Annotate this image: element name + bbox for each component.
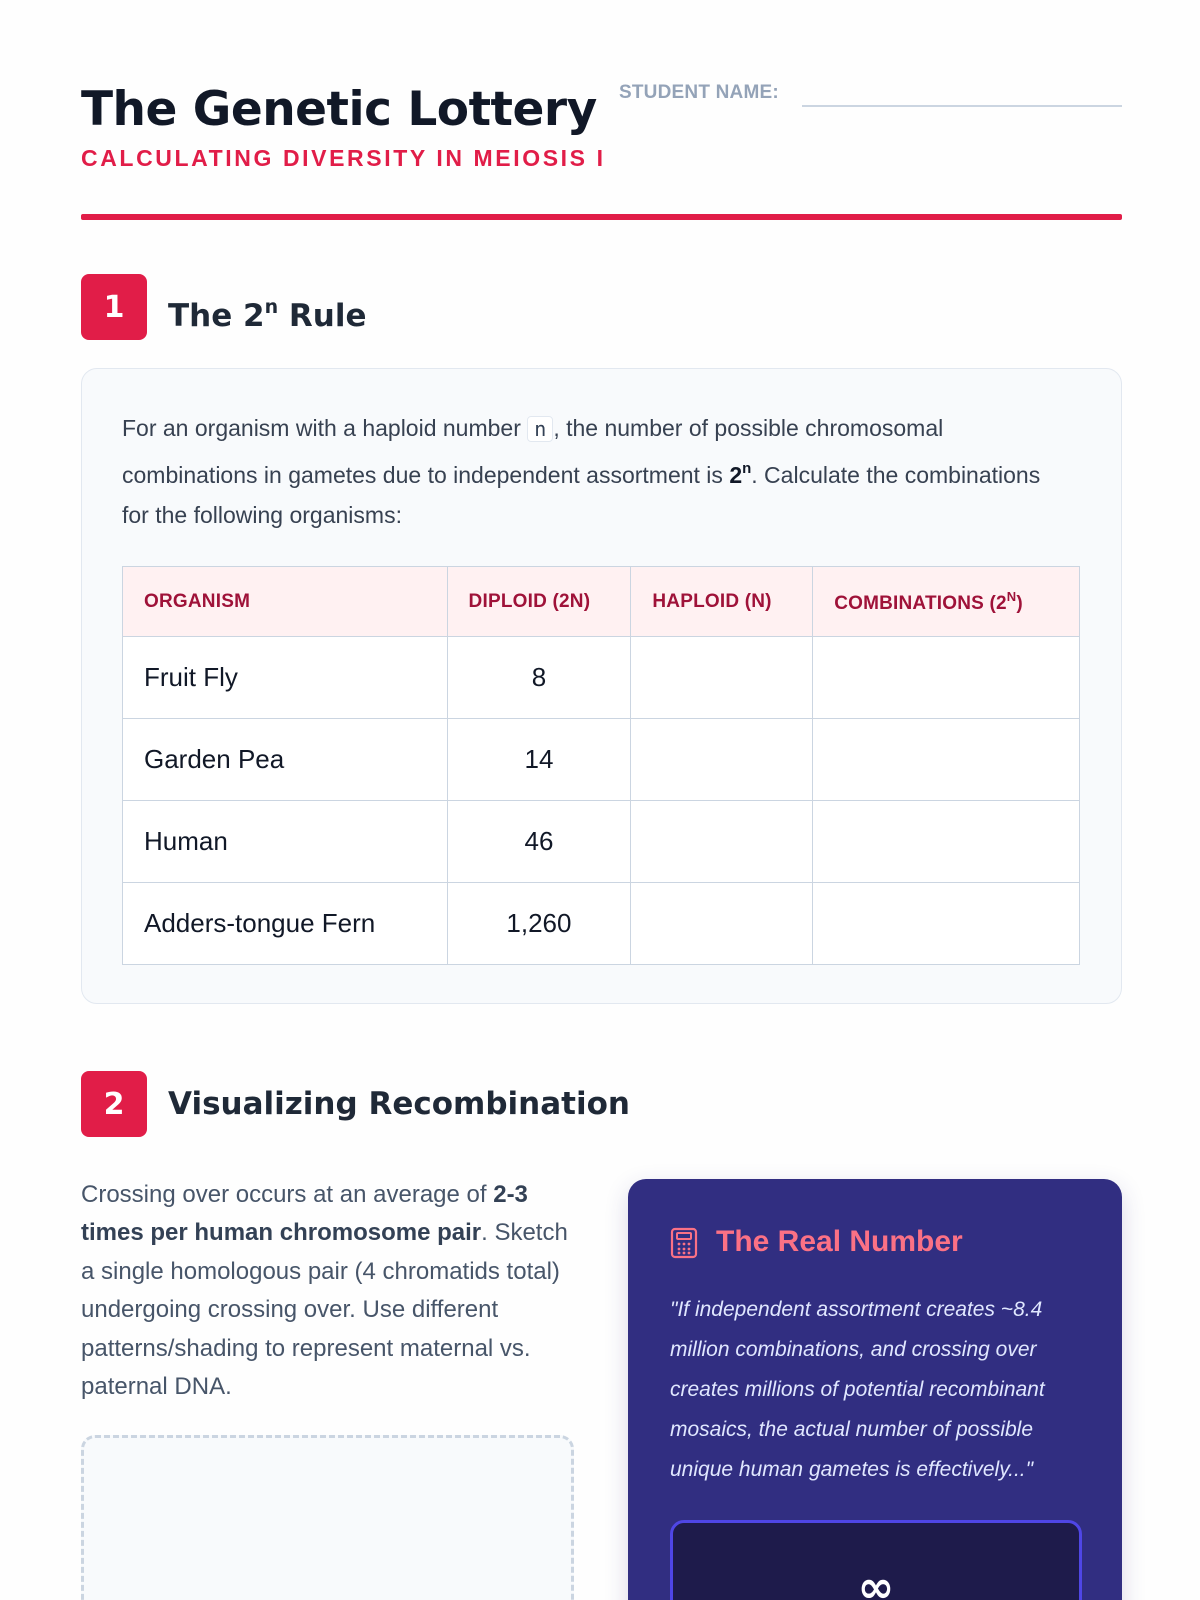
- table-row: [123, 637, 1080, 719]
- instructions-text-2: . Sketch a single homologous pair (4 chromatids total) undergoing crossing over. Use different patterns/shading to represent maternal vs. paternal DNA.: [81, 1219, 568, 1401]
- sketch-area[interactable]: [81, 1435, 574, 1600]
- organism-table: [122, 566, 1080, 965]
- organism-name: Adders-tongue Fern: [123, 883, 448, 965]
- organism-name: Human: [123, 801, 448, 883]
- header-diploid: DIPLOID (2N): [447, 567, 631, 637]
- section-1-title-exponent: n: [264, 296, 279, 318]
- haploid-answer-cell[interactable]: [631, 719, 813, 801]
- intro-formula-base: 2: [729, 462, 743, 488]
- section-2-title: Visualizing Recombination: [168, 1086, 630, 1122]
- infinity-symbol: ∞: [857, 1562, 895, 1600]
- section-1-title-suffix: Rule: [278, 298, 367, 334]
- header-combinations-suffix: ): [1016, 592, 1023, 614]
- section-1-title: [168, 285, 367, 338]
- diploid-value: 14: [447, 719, 631, 801]
- diploid-value: 8: [447, 637, 631, 719]
- diploid-value: 1,260: [447, 883, 631, 965]
- intro-text-1: For an organism with a haploid number: [122, 415, 528, 441]
- combinations-answer-cell[interactable]: [813, 637, 1080, 719]
- haploid-answer-cell[interactable]: [631, 883, 813, 965]
- table-row: [123, 801, 1080, 883]
- header-organism: ORGANISM: [123, 567, 448, 637]
- intro-text-3: . Calculate the combinations for the following organisms:: [122, 462, 1041, 528]
- section-1-badge: 1: [81, 274, 147, 340]
- table-row: [123, 883, 1080, 965]
- table-row: [123, 719, 1080, 801]
- student-name-label: STUDENT NAME:: [619, 82, 779, 103]
- student-name-field[interactable]: [802, 105, 1122, 107]
- haploid-answer-cell[interactable]: [631, 637, 813, 719]
- header-combinations: [813, 567, 1080, 637]
- instructions-text-1: Crossing over occurs at an average of: [81, 1181, 494, 1208]
- intro-formula-exponent: n: [742, 460, 752, 477]
- real-number-quote: "If independent assortment creates ~8.4 million combinations, and crossing over creates millions of potential recombinant mosaics, the actual number of possible unique human gametes is effectively...": [670, 1298, 1045, 1481]
- section-2-instructions: [81, 1176, 581, 1406]
- combinations-answer-cell[interactable]: [813, 801, 1080, 883]
- diploid-value: 46: [447, 801, 631, 883]
- haploid-answer-cell[interactable]: [631, 801, 813, 883]
- intro-variable-n: n: [527, 416, 553, 442]
- page-title: The Genetic Lottery: [81, 82, 597, 137]
- instructions-emphasis: 2-3 times per human chromosome pair: [81, 1181, 528, 1247]
- header-combinations-prefix: COMBINATIONS (2: [834, 592, 1007, 614]
- page-subtitle: CALCULATING DIVERSITY IN MEIOSIS I: [81, 145, 606, 171]
- header-combinations-exponent: N: [1006, 588, 1017, 604]
- combinations-answer-cell[interactable]: [813, 719, 1080, 801]
- organism-name: Fruit Fly: [123, 637, 448, 719]
- combinations-answer-cell[interactable]: [813, 883, 1080, 965]
- section-1-title-prefix: The 2: [168, 298, 265, 334]
- table-header-row: [123, 567, 1080, 637]
- section-1-intro: [122, 408, 1062, 535]
- intro-text-2: , the number of possible chromosomal combinations in gametes due to independent assortment is: [122, 415, 944, 488]
- calculator-icon: [670, 1227, 698, 1259]
- header-haploid: HAPLOID (N): [631, 567, 813, 637]
- real-number-title: The Real Number: [716, 1225, 963, 1258]
- organism-name: Garden Pea: [123, 719, 448, 801]
- intro-formula: [729, 462, 751, 488]
- section-2-badge: 2: [81, 1071, 147, 1137]
- header-divider: [81, 214, 1122, 220]
